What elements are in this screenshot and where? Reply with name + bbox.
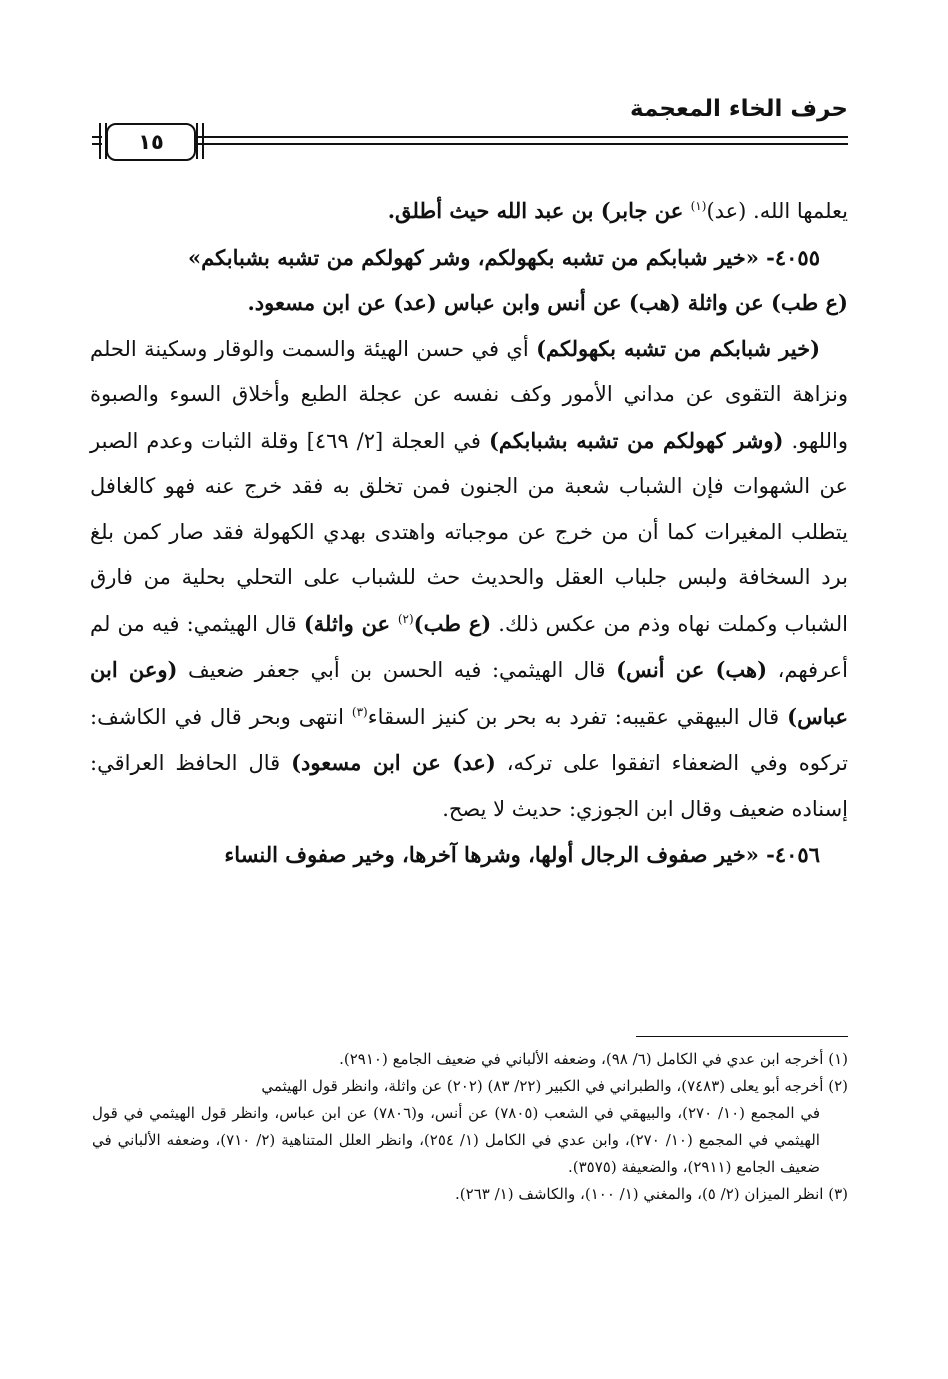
footnote-2-continuation: في المجمع (١٠/ ٢٧٠)، والبيهقي في الشعب (٧٨٠٥) عن أنس، و(٧٨٠٦) عن ابن عباس، وانظر قول الهيثمي في قول الهيثمي في المجمع (١٠/ ٢٧٠)، وابن عدي في الكامل (١/ ٢٥٤)، وانظر العلل المتناهية (٢/ ٧١٠)، وضعفه الألباني في ضعيف الجامع (٢٩١١)، والضعيفة (٣٥٧٥). [92,1104,821,1176]
page-number-bar-right [196,123,204,159]
main-text [90,188,848,878]
paragraph-continuation: يعلمها الله. (عد)$^{(١)}$ عن جابر) بن عبد الله حيث أطلق. [387,198,848,223]
footnotes [92,1046,848,1208]
footnote-separator [636,1036,848,1037]
hadith-4055-sources: (ع طب) عن واثلة (هب) عن أنس وابن عباس (عد) عن ابن مسعود. [247,290,848,315]
page-header [92,96,848,160]
footnote-ref-1: (١) [690,199,707,213]
chapter-title: حرف الخاء المعجمة [630,96,848,122]
commentary-4055: (خير شبابكم من تشبه بكهولكم) أي في حسن الهيئة والسمت والوقار وسكينة الحلم ونزاهة التقوى عن مداني الأمور وكف نفسه عن عجلة الطبع وأخلاق السوء والصبوة واللهو. (وشر كهولكم من تشبه بشبابكم) في العجلة [٢/ ٤٦٩] وقلة الثبات وعدم الصبر عن الشهوات فإن الشباب شعبة من الجنون فمن تخلق به فقد خرج عنه فهو كالغافل يتطلب المغيرات كما أن من خرج عن موجباته واهتدى بهدي الكهولة فقد صار كمن بلغ برد السخافة ولبس جلباب العقل والحديث حث للشباب على التحلي بحلية من فارق الشباب وكملت نهاه وذم من عكس ذلك. (ع طب)$^{(٢)}$ عن واثلة) قال الهيثمي: فيه من لم أعرفهم، (هب) عن أنس) قال الهيثمي: فيه الحسن بن أبي جعفر ضعيف (وعن ابن عباس) قال البيهقي عقيبه: تفرد به بحر بن كنيز السقاء$^{(٣)}$ انتهى وبحر قال في الكاشف: تركوه وفي الضعفاء اتفقوا على تركه، (عد) عن ابن مسعود) قال الحافظ العراقي: إسناده ضعيف وقال ابن الجوزي: حديث لا يصح. [90,335,849,821]
footnote-2: (٢) أخرجه أبو يعلى (٧٤٨٣)، والطبراني في الكبير (٢٢/ ٨٣) (٢٠٢) عن واثلة، وانظر قول الهيثمي [261,1077,848,1095]
footnote-ref-2: (٢) [397,611,414,626]
hadith-4055: ٤٠٥٥- «خير شبابكم من تشبه بكهولكم، وشر كهولكم من تشبه بشبابكم» [188,244,820,270]
page-number: ١٥ [106,123,196,161]
footnote-1: (١) أخرجه ابن عدي في الكامل (٦/ ٩٨)، وضعفه الألباني في ضعيف الجامع (٢٩١٠). [339,1050,848,1068]
footnote-3: (٣) انظر الميزان (٢/ ٥)، والمغني (١/ ١٠٠)، والكاشف (١/ ٢٦٣). [455,1185,848,1203]
header-double-rule [144,136,848,145]
page-number-bar-left [99,123,107,159]
hadith-4056: ٤٠٥٦- «خير صفوف الرجال أولها، وشرها آخرها، وخير صفوف النساء [224,842,820,867]
footnote-ref-3: (٣) [351,704,368,719]
